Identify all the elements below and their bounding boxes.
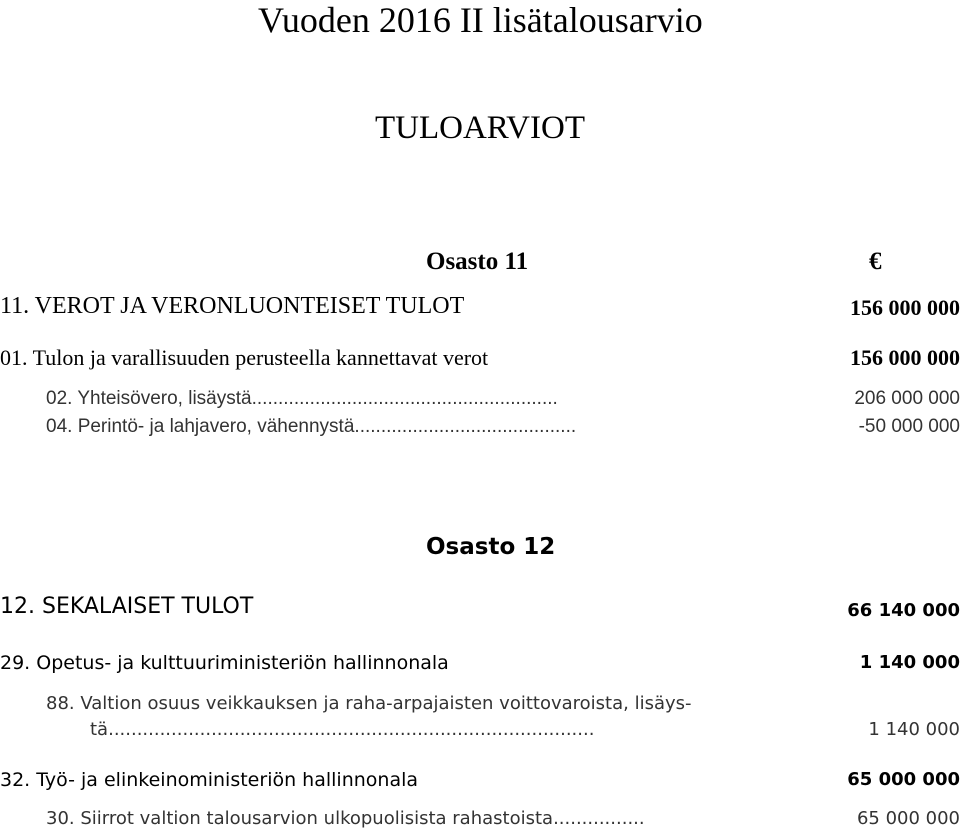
- item-label: tä: [90, 719, 109, 740]
- document-title: Vuoden 2016 II lisätalousarvio: [258, 0, 703, 40]
- item-row: [46, 386, 558, 412]
- item-label: 04. Perintö- ja lahjavero, vähennystä: [46, 416, 355, 437]
- main-title-amount: 156 000 000: [850, 295, 960, 320]
- group-amount: 1 140 000: [859, 652, 960, 673]
- item-leader-dots: .....................................................................................: [108, 719, 595, 740]
- group-label: 01. Tulon ja varallisuuden perusteella kannettavat verot: [0, 345, 489, 370]
- group-amount: 65 000 000: [847, 769, 960, 790]
- group-amount: 156 000 000: [850, 345, 960, 370]
- main-title-label: 11. VEROT JA VERONLUONTEISET TULOT: [0, 293, 465, 319]
- group-label: 32. Työ- ja elinkeinoministeriön hallinnonala: [0, 769, 419, 791]
- item-label: 02. Yhteisövero, lisäystä: [46, 388, 252, 409]
- main-title-label: 12. SEKALAISET TULOT: [0, 594, 254, 619]
- item-amount: 65 000 000: [856, 808, 960, 829]
- item-amount: -50 000 000: [858, 416, 960, 437]
- section-heading-osasto-12: Osasto 12: [426, 534, 556, 560]
- item-row: [46, 414, 576, 440]
- currency-symbol: €: [869, 248, 882, 275]
- item-amount: 1 140 000: [868, 719, 960, 740]
- item-label: 30. Siirrot valtion talousarvion ulkopuolisista rahastoista: [46, 808, 554, 829]
- section-heading-osasto-11: Osasto 11: [426, 248, 529, 275]
- main-title-amount: 66 140 000: [847, 600, 960, 621]
- group-label: 29. Opetus- ja kulttuuriministeriön hallinnonala: [0, 652, 449, 674]
- item-row: [46, 806, 645, 832]
- item-leader-dots: ................: [553, 808, 645, 829]
- item-amount: 206 000 000: [854, 388, 960, 409]
- item-leader-dots: ..........................................: [354, 416, 577, 437]
- item-row-continuation: [90, 717, 594, 743]
- document-subtitle: TULOARVIOT: [375, 110, 585, 146]
- item-leader-dots: ..........................................................: [251, 388, 558, 409]
- item-row: 88. Valtion osuus veikkauksen ja raha-arpajaisten voittovaroista, lisäys-: [46, 693, 692, 714]
